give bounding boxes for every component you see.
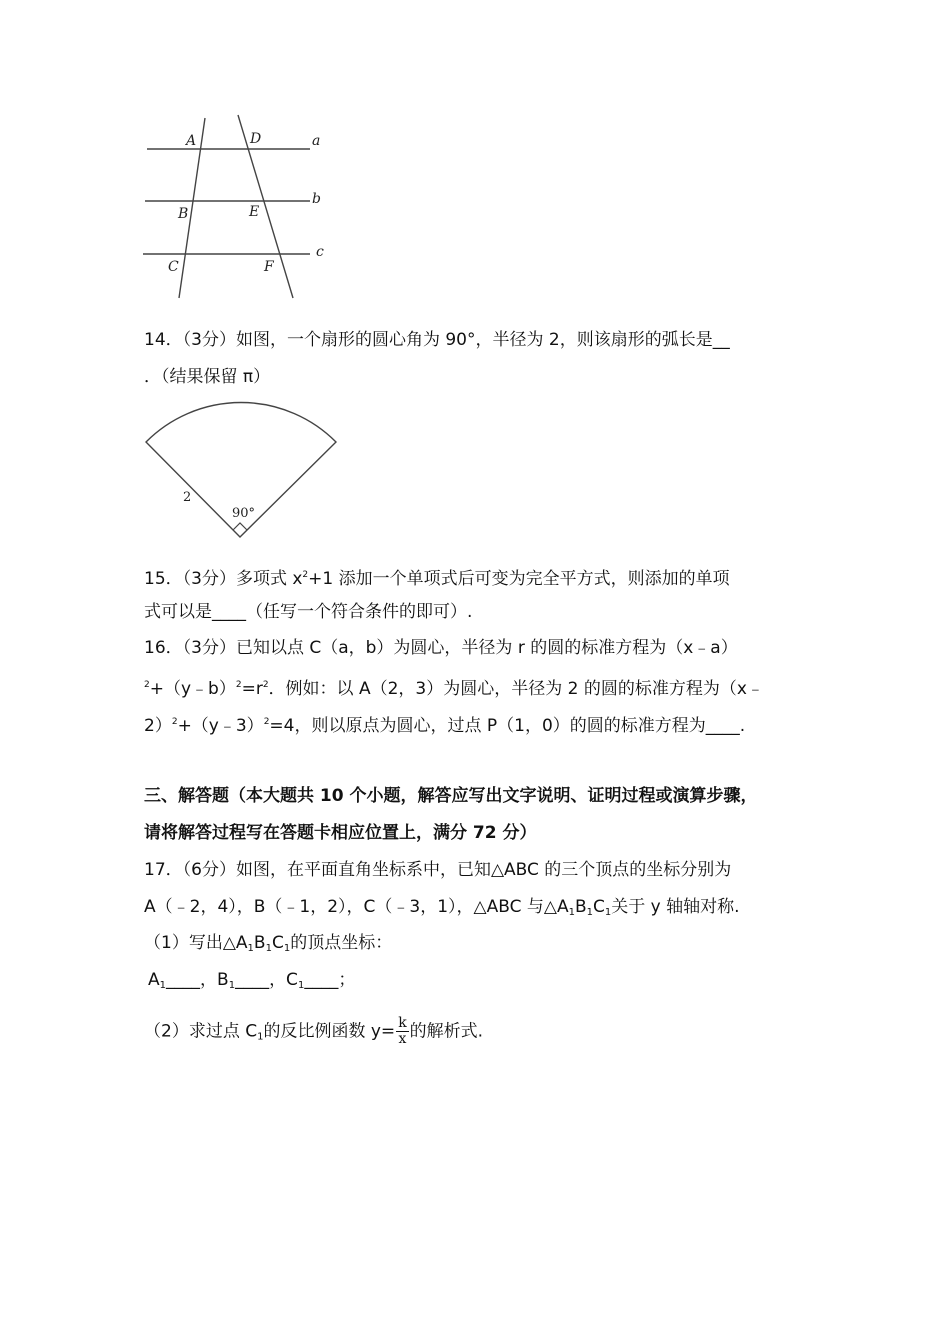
q16-line3: 2）$^2$+（y﹣3）$^2$=4，则以原点为圆心，过点 P（1，0）的圆的标准方程为____.	[144, 716, 746, 736]
fraction-k-over-x: $\frac{k}{x}$	[398, 1015, 407, 1047]
q16-line1: 16．（3分）已知以点 C（a，b）为圆心，半径为 r 的圆的标准方程为（x﹣a）	[144, 638, 738, 658]
label-E: E	[249, 204, 260, 220]
q15-line2: 式可以是____（任写一个符合条件的即可）.	[144, 602, 473, 622]
parallel-lines-figure	[130, 110, 350, 305]
q17-answer-blanks: $A_1\_\_\_\_$，$B_1\_\_\_\_$，$C_1\_\_\_\_$；	[148, 970, 356, 991]
sector-figure	[140, 395, 345, 545]
q14-line2: ．（结果保留 π）	[144, 367, 271, 387]
label-D: D	[250, 131, 262, 147]
q15-line1: 15．（3分）多项式 $x^2+1$ 添加一个单项式后可变为完全平方式，则添加的单项	[144, 569, 730, 589]
q16-line2: $^2+(y﹣b)^2=r^2$．例如：以 A（2，3）为圆心，半径为 2 的圆的标准方程为（x﹣	[144, 679, 764, 699]
q14-line1: 14．（3分）如图，一个扇形的圆心角为 90°，半径为 2，则该扇形的弧长是__	[144, 330, 730, 350]
label-a: a	[312, 133, 321, 149]
label-c: c	[316, 244, 324, 260]
q17-part1: （1）写出$\triangle A_1B_1C_1$的顶点坐标：	[144, 933, 393, 954]
right-angle-mark	[233, 523, 247, 530]
radius-label: 2	[183, 490, 192, 505]
label-F: F	[264, 259, 274, 275]
section3-heading-line2: 请将解答过程写在答题卡相应位置上，满分 72 分）	[144, 823, 537, 843]
label-C: C	[168, 259, 179, 275]
angle-label: 90°	[232, 506, 256, 521]
q17-part2: （2）求过点 $C_1$的反比例函数 y= $\frac{k}{x}$ 的解析式.	[144, 1015, 484, 1047]
section3-heading-line1: 三、解答题（本大题共 10 个小题，解答应写出文字说明、证明过程或演算步骤，	[144, 786, 758, 806]
label-b: b	[312, 191, 321, 207]
q17-line2: A（﹣2，4），B（﹣1，2），C（﹣3，1），△ABC 与$\triangle A_1B_1C_1$关于 y 轴轴对称.	[144, 897, 740, 918]
label-B: B	[178, 206, 189, 222]
label-A: A	[186, 133, 197, 149]
q17-line1: 17．（6分）如图，在平面直角坐标系中，已知△ABC 的三个顶点的坐标分别为	[144, 860, 732, 880]
